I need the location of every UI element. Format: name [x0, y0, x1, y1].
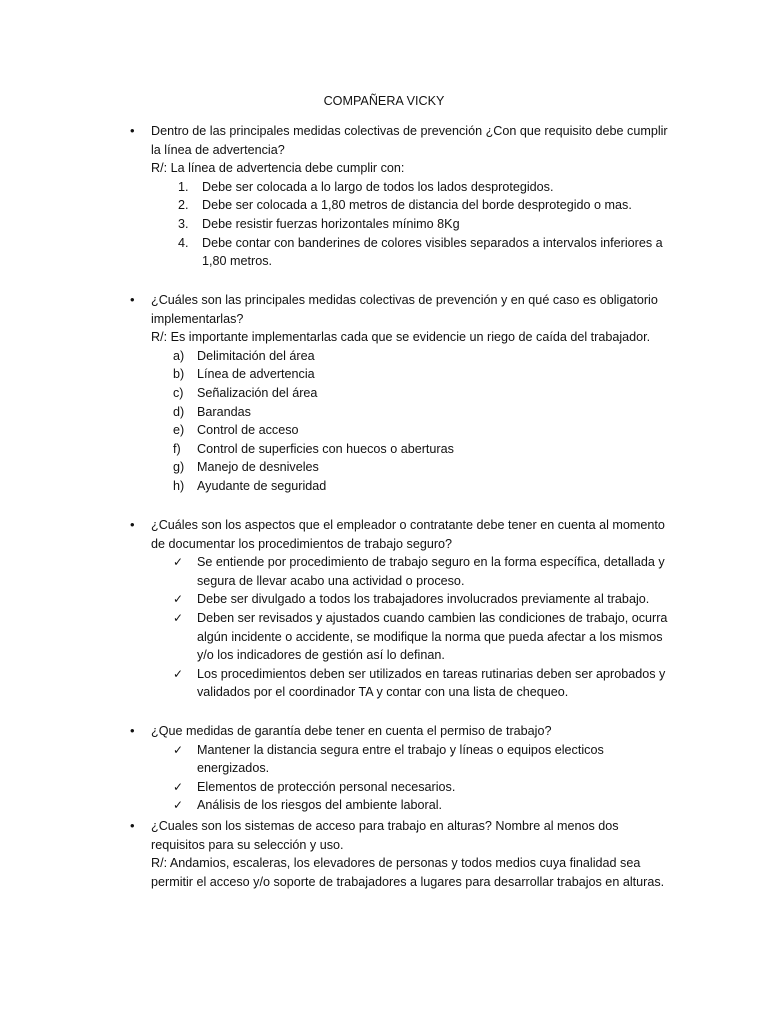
list-item: ✓ Análisis de los riesgos del ambiente laboral. [173, 796, 671, 815]
list-item: ✓ Se entiende por procedimiento de trabajo seguro en la forma específica, detallada y segura de llevar acabo una actividad o proceso. [173, 555, 665, 588]
section-1 [151, 122, 671, 271]
list-item: ✓ Mantener la distancia segura entre el trabajo y líneas o equipos electicos energizados. [173, 742, 604, 776]
bullet-icon: • [130, 123, 135, 138]
bullet-icon: • [130, 818, 135, 833]
list-item: ✓ Deben ser revisados y ajustados cuando cambien las condiciones de trabajo, ocurra algún incidente o accidente, se modifique la norma que pueda afectar a los mismos y/o los indicadores de gestión así lo definan. [173, 610, 668, 663]
list-item: ✓ Debe ser divulgado a todos los trabajadores involucrados previamente al trabajo. [173, 590, 671, 609]
list-item: d) Barandas [173, 404, 251, 419]
section-4 [151, 722, 671, 815]
question-text: ¿Cuáles son los aspectos que el empleador o contratante debe tener en cuenta al momento de documentar los procedimientos de trabajo seguro? [151, 518, 665, 551]
answer-text: R/: Andamios, escaleras, los elevadores de personas y todos medios cuya finalidad sea permitir el acceso y/o soporte de trabajadores a lugares para desarrollar trabajos en alturas. [151, 856, 665, 889]
bullet-icon: • [130, 292, 135, 307]
section-5 [151, 817, 671, 891]
page-title: COMPAÑERA VICKY [323, 94, 445, 108]
check-icon: ✓ [173, 798, 184, 813]
answer-text: R/: Es importante implementarlas cada que se evidencie un riego de caída del trabajador. [151, 330, 651, 345]
question-text: Dentro de las principales medidas colectivas de prevención ¿Con que requisito debe cumplir la línea de advertencia? [151, 124, 668, 157]
list-item: ✓ Los procedimientos deben ser utilizados en tareas rutinarias deben ser aprobados y validados por el coordinador TA y contar con una lista de chequeo. [173, 666, 666, 700]
check-icon: ✓ [173, 742, 184, 757]
list-item: 4. Debe contar con banderines de colores visibles separados a intervalos inferiores a 1,80 metros. [178, 235, 663, 269]
section-2 [151, 291, 671, 496]
bullet-icon: • [130, 517, 135, 532]
list-item: h) Ayudante de seguridad [173, 478, 327, 493]
answer-text: R/: La línea de advertencia debe cumplir con: [151, 161, 405, 176]
list-item: f) Control de superficies con huecos o aberturas [173, 441, 454, 456]
list-item: b) Línea de advertencia [173, 367, 315, 382]
check-icon: ✓ [173, 666, 184, 681]
list-item: ✓ Elementos de protección personal necesarios. [173, 778, 671, 797]
list-item: a) Delimitación del área [173, 348, 315, 363]
list-item: e) Control de acceso [173, 423, 299, 438]
check-icon: ✓ [173, 779, 184, 794]
list-item: 2. Debe ser colocada a 1,80 metros de distancia del borde desprotegido o mas. [178, 198, 632, 213]
check-icon: ✓ [173, 610, 184, 625]
question-text: ¿Que medidas de garantía debe tener en cuenta el permiso de trabajo? [151, 724, 552, 738]
list-item: c) Señalización del área [173, 385, 318, 400]
question-text: ¿Cuáles son las principales medidas colectivas de prevención y en qué caso es obligatorio implementarlas? [151, 293, 658, 326]
list-item: 1. Debe ser colocada a lo largo de todos los lados desprotegidos. [178, 179, 554, 194]
check-icon: ✓ [173, 592, 184, 607]
check-icon: ✓ [173, 555, 184, 570]
list-item: 3. Debe resistir fuerzas horizontales mínimo 8Kg [178, 216, 460, 231]
bullet-icon: • [130, 723, 135, 738]
question-text: ¿Cuales son los sistemas de acceso para trabajo en alturas? Nombre al menos dos requisitos para su selección y uso. [151, 819, 619, 852]
list-item: g) Manejo de desniveles [173, 460, 319, 475]
section-3 [151, 516, 671, 702]
